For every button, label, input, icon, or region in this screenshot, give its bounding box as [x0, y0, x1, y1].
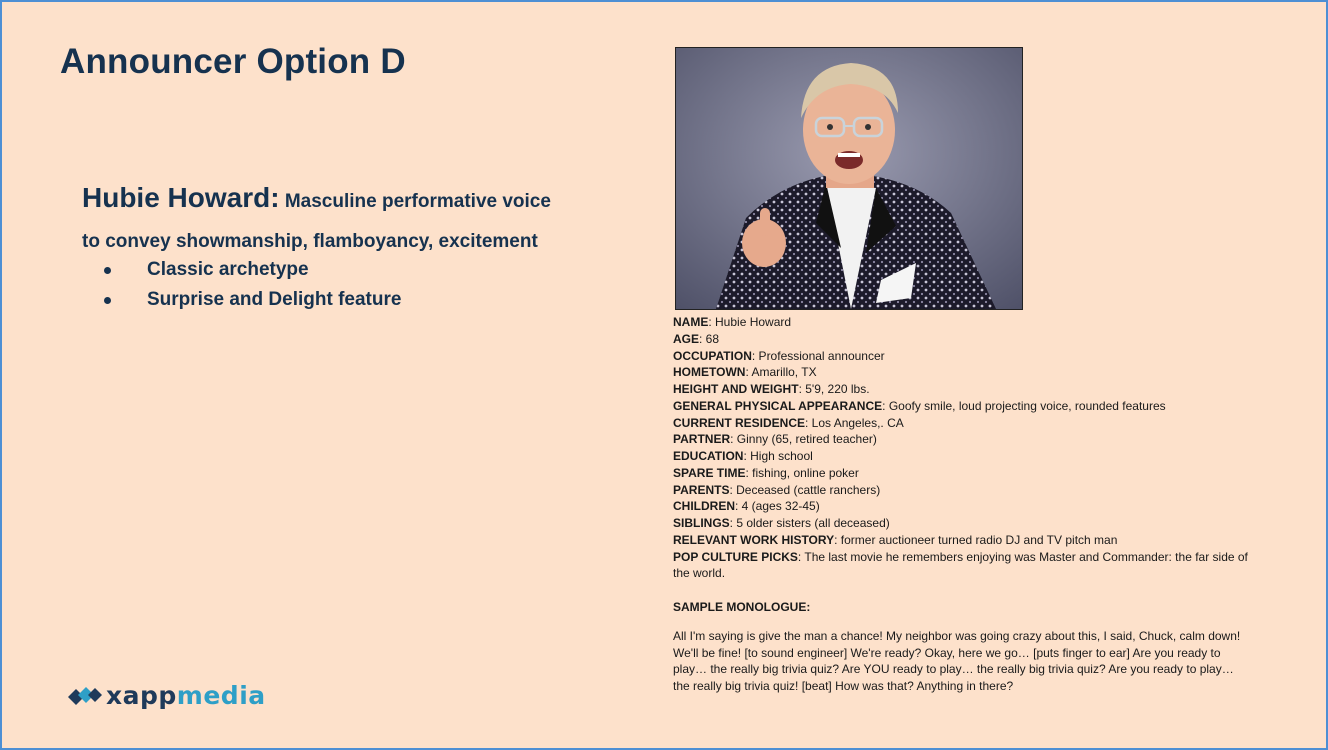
bio-value: : High school — [743, 449, 813, 463]
bio-row — [673, 549, 1253, 583]
monologue-text: All I'm saying is give the man a chance! My neighbor was going crazy about this, I said, Chuck, calm down! We'll be fine! [to sound engineer] We're ready? Okay, here we go… [puts finger to ear] Are you ready to play… the really big trivia quiz? Are YOU ready to play… the really big trivia quiz? Are you ready to play… the really big trivia quiz! [beat] How was that? Anything in there? — [673, 628, 1241, 693]
xappmedia-logo-mark-icon — [68, 685, 102, 705]
bio-label: NAME — [673, 315, 709, 329]
bio-row — [673, 398, 1253, 415]
bullet-item: Surprise and Delight feature — [82, 285, 401, 315]
intro-text — [82, 178, 642, 262]
logo-part-xapp: xapp — [106, 680, 177, 710]
bio-label: PARENTS — [673, 482, 730, 497]
bio-row — [673, 314, 1253, 331]
bio-row — [673, 431, 1253, 448]
bio-value: : 5'9, 220 lbs. — [798, 382, 870, 396]
bio-row — [673, 331, 1253, 348]
bio-row — [673, 515, 1253, 532]
bio-label: AGE — [673, 331, 700, 346]
bio-row — [673, 448, 1253, 465]
intro-line-2: to convey showmanship, flamboyancy, excitement — [82, 231, 538, 252]
bio-row — [673, 415, 1253, 432]
bio-label: CURRENT RESIDENCE — [673, 415, 806, 430]
bio-label: SIBLINGS — [673, 516, 730, 530]
bio-row — [673, 532, 1253, 549]
monologue-heading: SAMPLE MONOLOGUE: — [673, 600, 811, 614]
announcer-portrait-icon — [676, 48, 1022, 309]
bio-value: : Los Angeles,. CA — [805, 415, 904, 430]
bio-value: : fishing, online poker — [745, 465, 859, 480]
bio-value: : Deceased (cattle ranchers) — [729, 482, 881, 497]
bio-label: CHILDREN — [673, 499, 735, 514]
logo-part-media: media — [176, 680, 266, 710]
bio-label: HEIGHT AND WEIGHT — [673, 382, 799, 396]
bio-label: SPARE TIME — [673, 465, 746, 480]
bio-value: : Goofy smile, loud projecting voice, rounded features — [882, 398, 1166, 413]
bullet-item: Classic archetype — [82, 255, 401, 285]
bio-label: HOMETOWN — [673, 365, 746, 380]
bio-value: : 4 (ages 32-45) — [735, 499, 820, 514]
slide-title: Announcer Option D — [60, 42, 406, 81]
bio-value: : Professional announcer — [751, 348, 885, 363]
feature-bullets — [82, 255, 401, 315]
bio-value: : 5 older sisters (all deceased) — [729, 516, 890, 530]
bio-label: POP CULTURE PICKS — [673, 549, 798, 564]
bio-label: EDUCATION — [673, 449, 744, 463]
bio-value: : Ginny (65, retired teacher) — [730, 432, 877, 447]
xappmedia-logo — [68, 678, 266, 712]
bio-value: : former auctioneer turned radio DJ and TV pitch man — [834, 532, 1118, 547]
bio-row — [673, 364, 1253, 381]
bio-label: GENERAL PHYSICAL APPEARANCE — [673, 398, 883, 413]
announcer-photo — [675, 47, 1023, 310]
bio-value: : Hubie Howard — [708, 315, 792, 329]
bio-value: : The last movie he remembers enjoying was Master and Commander: the far side of the world. — [673, 549, 1248, 581]
bio-value: : 68 — [699, 331, 720, 346]
bio-row — [673, 381, 1253, 398]
announcer-name: Hubie Howard: — [82, 182, 280, 213]
bio-label: OCCUPATION — [673, 348, 752, 363]
bio-row — [673, 482, 1253, 499]
character-bio — [673, 314, 1253, 695]
bio-row — [673, 498, 1253, 515]
bio-row — [673, 348, 1253, 365]
intro-line-1: Masculine performative voice — [279, 191, 551, 212]
bio-label: PARTNER — [673, 432, 731, 447]
bio-label: RELEVANT WORK HISTORY — [673, 532, 835, 547]
logo-wordmark — [106, 681, 266, 710]
bio-value: : Amarillo, TX — [745, 365, 817, 380]
bio-row — [673, 465, 1253, 482]
